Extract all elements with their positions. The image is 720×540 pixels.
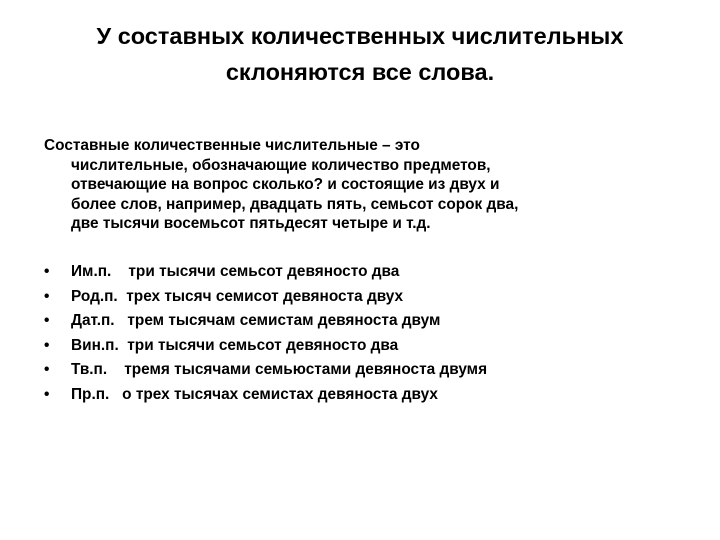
list-item-text: Вин.п. три тысячи семьсот девяносто два bbox=[71, 336, 399, 354]
list-item-text: Тв.п. тремя тысячами семьюстами девяноста двумя bbox=[71, 361, 488, 379]
bullet-icon: • bbox=[44, 287, 50, 305]
slide-title bbox=[40, 18, 680, 90]
declension-list bbox=[44, 260, 684, 408]
list-item-dative bbox=[44, 309, 684, 334]
bullet-icon: • bbox=[44, 361, 50, 379]
definition-line-2: числительные, обозначающие количество предметов, bbox=[71, 156, 491, 174]
slide-title-line-1: У составных количественных числительных bbox=[96, 23, 624, 49]
list-item-text: Им.п. три тысячи семьсот девяносто два bbox=[71, 263, 400, 280]
definition-paragraph bbox=[44, 136, 694, 234]
list-item-text: Дат.п. трем тысячам семистам девяноста двум bbox=[71, 312, 441, 330]
bullet-icon: • bbox=[44, 385, 50, 403]
definition-line-4: более слов, например, двадцать пять, семьсот сорок два, bbox=[71, 195, 519, 213]
list-item-text: Пр.п. о трех тысячах семистах девяноста двух bbox=[71, 385, 438, 403]
list-item-instrumental bbox=[44, 358, 684, 383]
slide-title-line-2: склоняются все слова. bbox=[225, 59, 495, 85]
list-item-nominative bbox=[44, 260, 684, 285]
definition-line-1: Составные количественные числительные – это bbox=[44, 137, 420, 154]
list-item-prepositional bbox=[44, 383, 684, 408]
bullet-icon: • bbox=[44, 336, 50, 354]
list-item-accusative bbox=[44, 334, 684, 359]
list-item-text: Род.п. трех тысяч семисот девяноста двух bbox=[71, 287, 404, 305]
bullet-icon: • bbox=[44, 263, 50, 280]
definition-line-5: две тысячи восемьсот пятьдесят четыре и т.д. bbox=[71, 215, 431, 232]
bullet-icon: • bbox=[44, 312, 50, 330]
definition-line-3: отвечающие на вопрос сколько? и состоящие из двух и bbox=[71, 176, 500, 193]
list-item-genitive bbox=[44, 285, 684, 310]
